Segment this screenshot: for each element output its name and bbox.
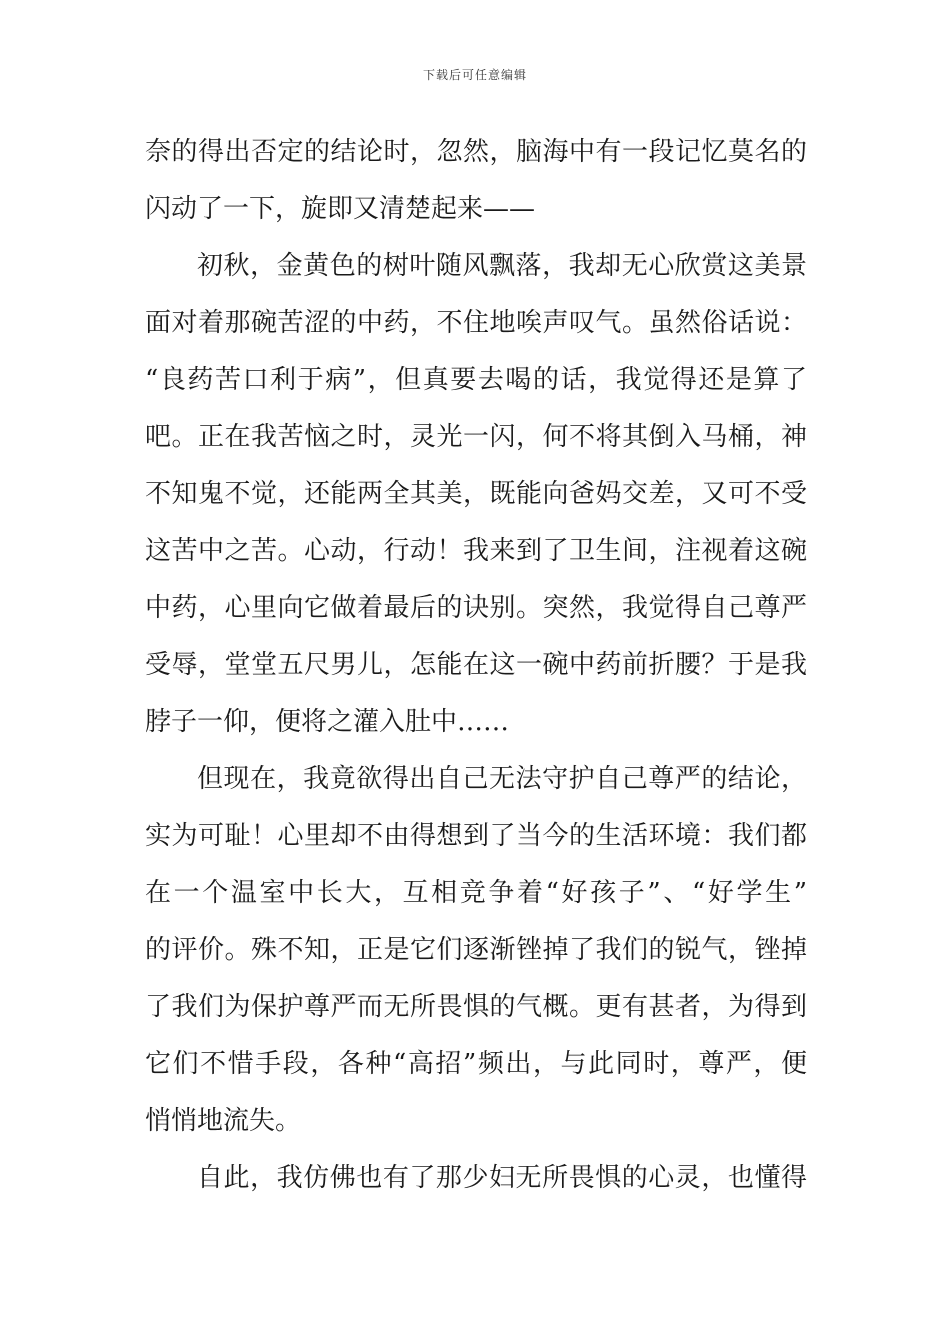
text-line: 的评价。殊不知，正是它们逐渐锉掉了我们的锐气，锉掉 (145, 935, 807, 965)
text-line: 实为可耻！心里却不由得想到了当今的生活环境：我们都 (145, 821, 807, 851)
text-line: 它们不惜手段，各种“高招”频出，与此同时，尊严，便 (145, 1049, 807, 1079)
paragraph (145, 1150, 807, 1207)
paragraph (145, 238, 807, 751)
text-line: 这苦中之苦。心动，行动！我来到了卫生间，注视着这碗 (145, 536, 807, 566)
body-text (145, 124, 807, 1207)
text-line: 在一个温室中长大，互相竞争着“好孩子”、“好学生” (145, 878, 807, 908)
text-line: 悄悄地流失。 (145, 1106, 302, 1136)
text-line: 受辱，堂堂五尺男儿，怎能在这一碗中药前折腰？于是我 (145, 650, 807, 680)
text-line: 奈的得出否定的结论时，忽然，脑海中有一段记忆莫名的 (145, 137, 807, 167)
text-line: 中药，心里向它做着最后的诀别。突然，我觉得自己尊严 (145, 593, 807, 623)
text-line: 但现在，我竟欲得出自己无法守护自己尊严的结论， (197, 764, 807, 794)
text-line: 了我们为保护尊严而无所畏惧的气概。更有甚者，为得到 (145, 992, 807, 1022)
text-line: 吧。正在我苦恼之时，灵光一闪，何不将其倒入马桶，神 (145, 422, 807, 452)
text-line: 自此，我仿佛也有了那少妇无所畏惧的心灵，也懂得 (197, 1163, 807, 1193)
text-line: 闪动了一下，旋即又清楚起来—— (145, 194, 536, 224)
text-line: 不知鬼不觉，还能两全其美，既能向爸妈交差，又可不受 (145, 479, 807, 509)
paragraph (145, 751, 807, 1150)
text-line: 初秋，金黄色的树叶随风飘落，我却无心欣赏这美景 (197, 251, 807, 281)
page-header: 下载后可任意编辑 (422, 68, 527, 82)
text-line: 脖子一仰，便将之灌入肚中…… (145, 707, 510, 737)
text-line: 面对着那碗苦涩的中药，不住地唉声叹气。虽然俗话说： (145, 308, 807, 338)
text-line: “良药苦口利于病”，但真要去喝的话，我觉得还是算了 (145, 365, 807, 395)
paragraph (145, 124, 807, 238)
